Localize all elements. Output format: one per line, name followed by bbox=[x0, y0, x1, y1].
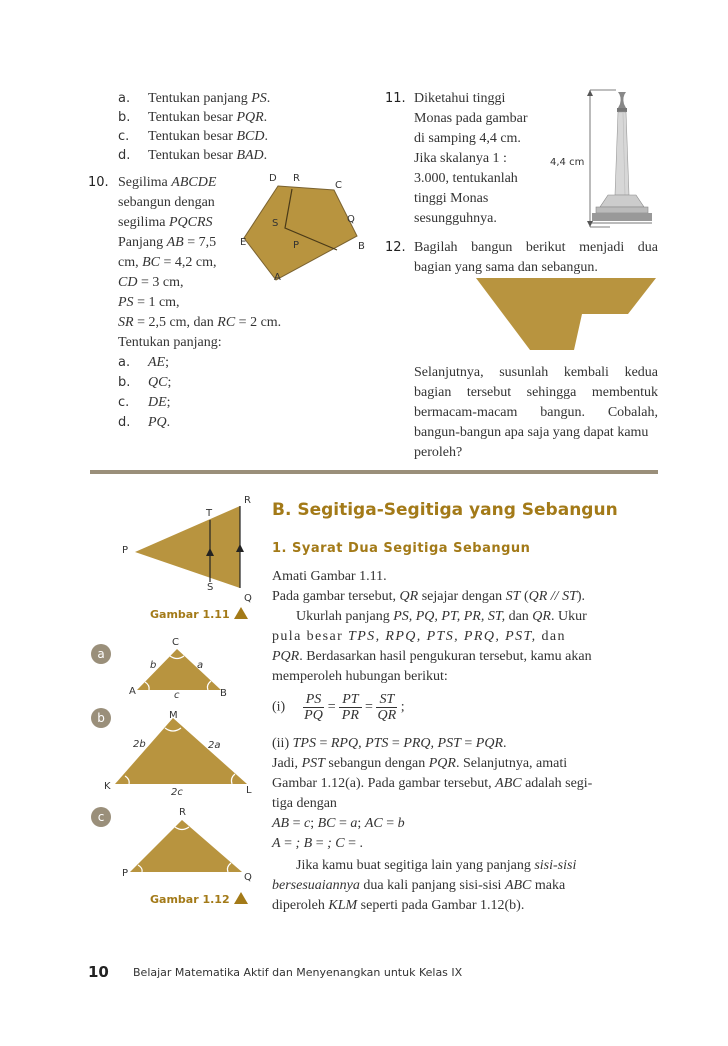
equation-i: (i) $\frac{PS}{PQ}$ = $\frac{PT}{PR}$ = $\frac{ST}{QR}$ ; bbox=[272, 692, 405, 723]
side-label: 2a bbox=[208, 740, 221, 751]
paragraph-line: AB = c; BC = a; AC = b bbox=[272, 816, 405, 831]
shape-figure bbox=[470, 276, 660, 356]
vertex-label: S bbox=[272, 218, 279, 229]
q11-line: 3.000, tentukanlah bbox=[414, 171, 518, 186]
side-label: a bbox=[197, 660, 204, 671]
q10-line: CD = 3 cm, bbox=[118, 275, 184, 290]
q10-line: segilima PQCRS bbox=[118, 215, 213, 230]
paragraph-line: diperoleh KLM seperti pada Gambar 1.12(b). bbox=[272, 898, 525, 913]
list-item: c. DE; bbox=[118, 395, 171, 410]
footer-title: Belajar Matematika Aktif dan Menyenangkan untuk Kelas IX bbox=[133, 966, 463, 979]
q10-line: sebangun dengan bbox=[118, 195, 215, 210]
q10-line: Tentukan panjang: bbox=[118, 335, 222, 350]
section-divider bbox=[90, 470, 658, 474]
vertex-label: P bbox=[293, 240, 300, 251]
q12-after-line: peroleh? bbox=[414, 445, 463, 460]
paragraph-line: Gambar 1.12(a). Pada gambar tersebut, ABC adalah segi- bbox=[272, 776, 593, 791]
q12-after-line: bermacam-macam bangun. Cobalah, bbox=[414, 405, 658, 420]
equation-ii: (ii) TPS = RPQ, PTS = PRQ, PST = PQR. bbox=[272, 736, 507, 751]
q12-line: bagian yang sama dan sebangun. bbox=[414, 260, 598, 275]
monas-figure bbox=[570, 85, 670, 235]
vertex-label: Q bbox=[244, 593, 252, 604]
paragraph-line: Jika kamu buat segitiga lain yang panjang sisi-sisi bbox=[296, 858, 577, 873]
vertex-label: P bbox=[122, 868, 129, 879]
side-label: 2c bbox=[171, 787, 183, 798]
q11-line: Diketahui tinggi bbox=[414, 91, 506, 106]
q10-line: PS = 1 cm, bbox=[118, 295, 180, 310]
tag-c: c bbox=[91, 807, 111, 827]
figure-caption: Gambar 1.12 bbox=[150, 892, 248, 906]
caption-triangle-icon bbox=[234, 892, 248, 904]
list-item: b. QC; bbox=[118, 375, 172, 390]
pentagon-figure bbox=[230, 170, 370, 290]
side-label: 2b bbox=[133, 739, 146, 750]
fraction: $\frac{PS}{PQ}$ bbox=[304, 692, 323, 723]
paragraph-line: bersesuaiannya dua kali panjang sisi-sisi ABC maka bbox=[272, 878, 566, 893]
vertex-label: D bbox=[269, 173, 277, 184]
vertex-label: R bbox=[179, 807, 186, 818]
vertex-label: T bbox=[206, 508, 213, 519]
question-number: 10. bbox=[88, 175, 109, 190]
paragraph-line: Ukurlah panjang PS, PQ, PT, PR, ST, dan QR. Ukur bbox=[296, 609, 587, 624]
shape-to-divide bbox=[476, 278, 656, 350]
vertex-label: Q bbox=[244, 872, 252, 883]
list-item: b. Tentukan besar PQR. bbox=[118, 110, 268, 125]
paragraph-line: Jadi, PST sebangun dengan PQR. Selanjutnya, amati bbox=[272, 756, 568, 771]
paragraph-line: Pada gambar tersebut, QR sejajar dengan ST (QR // ST). bbox=[272, 589, 586, 604]
figure-caption: Gambar 1.11 bbox=[150, 607, 248, 621]
fraction: $\frac{ST}{QR}$ bbox=[377, 692, 397, 723]
vertex-label: B bbox=[220, 688, 227, 699]
vertex-label: R bbox=[293, 173, 300, 184]
q10-line: Panjang AB = 7,5 bbox=[118, 235, 217, 250]
side-label: b bbox=[150, 660, 157, 671]
question-number: 11. bbox=[385, 91, 406, 106]
paragraph-line: tiga dengan bbox=[272, 796, 337, 811]
subsection-heading: 1. Syarat Dua Segitiga Sebangun bbox=[272, 541, 531, 556]
height-label: 4,4 cm bbox=[550, 157, 585, 168]
vertex-label: P bbox=[122, 545, 129, 556]
vertex-label: B bbox=[358, 241, 365, 252]
vertex-label: S bbox=[207, 582, 214, 593]
paragraph-line: pula besar TPS, RPQ, PTS, PRQ, PST, dan bbox=[272, 629, 566, 644]
caption-triangle-icon bbox=[234, 607, 248, 619]
q10-line: cm, BC = 4,2 cm, bbox=[118, 255, 217, 270]
vertex-label: C bbox=[335, 180, 342, 191]
q12-after-line: Selanjutnya, susunlah kembali kedua bbox=[414, 365, 658, 380]
vertex-label: A bbox=[274, 272, 281, 283]
paragraph-line: A = ; B = ; C = . bbox=[272, 836, 363, 851]
vertex-label: M bbox=[169, 710, 178, 721]
vertex-label: E bbox=[240, 237, 247, 248]
vertex-label: R bbox=[244, 495, 251, 506]
q11-line: Jika skalanya 1 : bbox=[414, 151, 507, 166]
q10-line: SR = 2,5 cm, dan RC = 2 cm. bbox=[118, 315, 282, 330]
q10-line: Segilima ABCDE bbox=[118, 175, 217, 190]
list-item: d. PQ. bbox=[118, 415, 171, 430]
paragraph-line: Amati Gambar 1.11. bbox=[272, 569, 387, 584]
q11-line: Monas pada gambar bbox=[414, 111, 528, 126]
q12-after-line: bangun-bangun apa saja yang dapat kamu bbox=[414, 425, 649, 440]
vertex-label: L bbox=[246, 785, 252, 796]
paragraph-line: memperoleh hubungan berikut: bbox=[272, 669, 448, 684]
paragraph-line: PQR. Berdasarkan hasil pengukuran tersebut, kamu akan bbox=[272, 649, 592, 664]
q11-line: di samping 4,4 cm. bbox=[414, 131, 521, 146]
vertex-label: C bbox=[172, 637, 179, 648]
pentagon-abcde bbox=[244, 186, 357, 280]
triangle-pqr bbox=[130, 500, 250, 600]
q12-after-line: bagian tersebut sehingga membentuk bbox=[414, 385, 658, 400]
question-number: 12. bbox=[385, 240, 406, 255]
list-item: d. Tentukan besar BAD. bbox=[118, 148, 268, 163]
q11-line: sesungguhnya. bbox=[414, 211, 497, 226]
triangle-klm bbox=[113, 716, 249, 788]
side-label: c bbox=[174, 690, 180, 701]
list-item: c. Tentukan besar BCD. bbox=[118, 129, 268, 144]
tag-b: b bbox=[91, 708, 111, 728]
fraction: $\frac{PT}{PR}$ bbox=[339, 692, 361, 723]
triangle-pqr-c bbox=[128, 818, 246, 876]
q12-line: Bagilah bangun berikut menjadi dua bbox=[414, 240, 658, 255]
vertex-label: K bbox=[104, 781, 111, 792]
vertex-label: Q bbox=[347, 214, 355, 225]
vertex-label: A bbox=[129, 686, 136, 697]
q11-line: tinggi Monas bbox=[414, 191, 489, 206]
page-number: 10 bbox=[88, 963, 109, 981]
triangle-abc bbox=[135, 646, 225, 694]
list-item: a. Tentukan panjang PS. bbox=[118, 91, 271, 106]
list-item: a. AE; bbox=[118, 355, 169, 370]
tag-a: a bbox=[91, 644, 111, 664]
triangle-fill bbox=[135, 506, 240, 588]
section-heading: B. Segitiga-Segitiga yang Sebangun bbox=[272, 500, 618, 520]
